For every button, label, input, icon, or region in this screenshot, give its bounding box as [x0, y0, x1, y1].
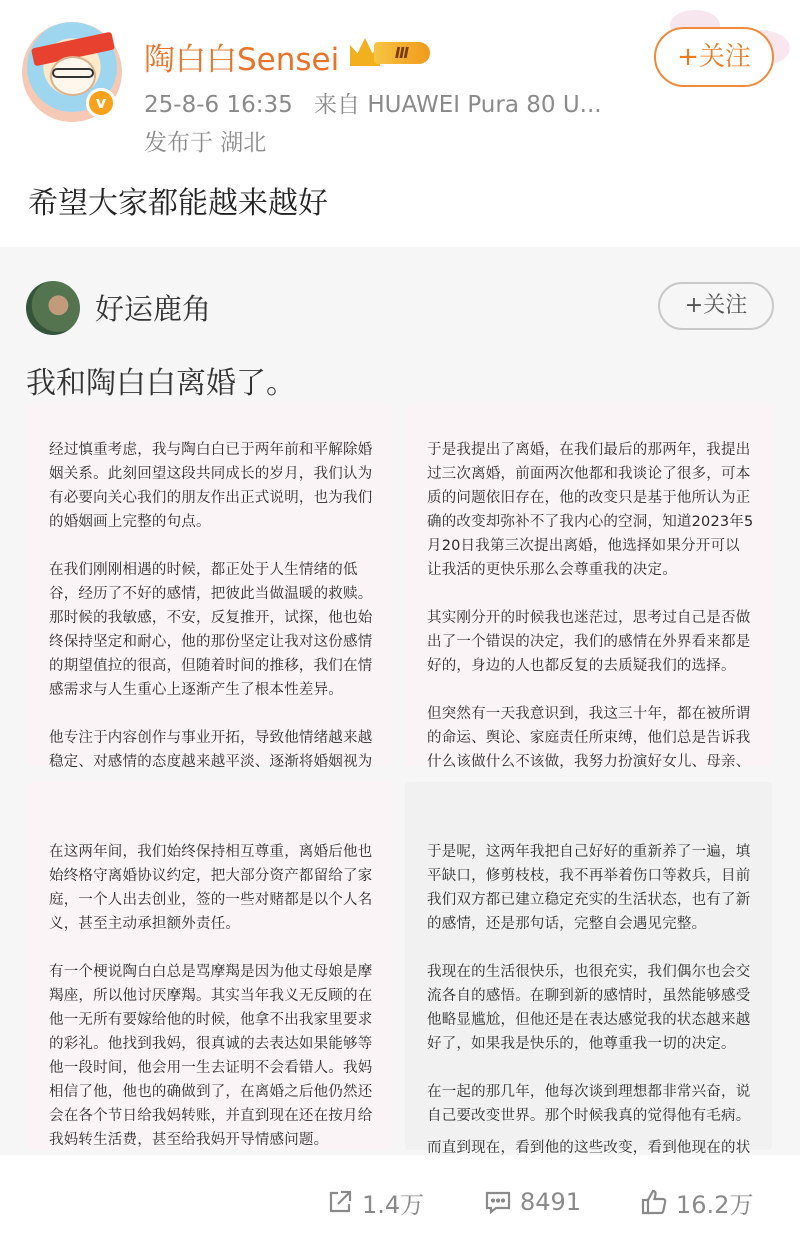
- image-paragraph: 而直到现在，看到他的这些改变，看到他现在的状: [427, 1140, 751, 1156]
- image-paragraph: 但突然有一天我意识到，我这三十年，都在被所谓的命运、舆论、家庭责任所束缚，他们总是告诉我什么该做什么不该做，我努力扮演好女儿、母亲、: [427, 706, 751, 770]
- share-button[interactable]: [326, 1182, 424, 1222]
- repost-image-3[interactable]: [27, 782, 393, 1150]
- crown-level-icon[interactable]: [350, 38, 432, 68]
- image-paragraph: 在一起的那几年，他每次谈到理想都非常兴奋，说自己要改变世界。那个时候我真的觉得他有毛病。: [427, 1084, 751, 1124]
- comment-count: 8491: [520, 1188, 582, 1216]
- post-source: 来自 HUAWEI Pura 80 U...: [314, 92, 602, 118]
- repost-follow-button[interactable]: +关注: [658, 282, 774, 330]
- post-meta: [144, 86, 616, 119]
- comment-button[interactable]: [484, 1182, 581, 1222]
- share-icon: [326, 1188, 354, 1216]
- follow-button[interactable]: +关注: [654, 27, 774, 87]
- verified-badge-icon: v: [86, 88, 116, 118]
- post-text: 希望大家都能越来越好: [28, 186, 328, 221]
- post-header: [0, 0, 800, 245]
- repost-image-1[interactable]: [27, 404, 393, 770]
- image-paragraph: 他专注于内容创作与事业开拓，导致他情绪越来越稳定、对感情的态度越来越平淡、逐渐将婚姻视为: [49, 730, 373, 770]
- repost-image-2[interactable]: [405, 404, 772, 770]
- image-paragraph: 我现在的生活很快乐，也很充实，我们偶尔也会交流各自的感悟。在聊到新的感情时，虽然能够感受他略显尴尬，但他还是在表达感觉我的状态越来越好了，如果我是快乐的，他尊重我一切的决定。: [427, 964, 751, 1052]
- image-paragraph: 在这两年间，我们始终保持相互尊重，离婚后他也始终格守离婚协议约定，把大部分资产都留给了家庭，一个人出去创业，签的一些对赌都是以个人名义，甚至主动承担额外责任。: [49, 844, 373, 932]
- post-location: 发布于 湖北: [144, 130, 267, 156]
- avatar-glasses: [52, 68, 94, 78]
- image-paragraph: 于是呢，这两年我把自己好好的重新养了一遍，填平缺口，修剪枝枝，我不再举着伤口等救兵，目前我们双方都已建立稳定充实的生活状态，也有了新的感情，还是那句话，完整自会遇见完整。: [427, 844, 751, 932]
- author-username[interactable]: 陶白白Sensei: [144, 42, 340, 78]
- image-paragraph: 其实刚分开的时候我也迷茫过，思考过自己是否做出了一个错误的决定，我们的感情在外界看来都是好的，身边的人也都反复的去质疑我们的选择。: [427, 610, 751, 674]
- repost-author-avatar[interactable]: [26, 281, 80, 335]
- image-paragraph: 经过慎重考虑，我与陶白白已于两年前和平解除婚姻关系。此刻回望这段共同成长的岁月，我们认为有必要向关心我们的朋友作出正式说明，也为我们的婚姻画上完整的句点。: [49, 442, 373, 530]
- post-time: 25-8-6 16:35: [144, 92, 293, 118]
- share-count: 1.4万: [362, 1190, 425, 1219]
- image-paragraph: 在我们刚刚相遇的时候，都正处于人生情绪的低谷，经历了不好的感情，把彼此当做温暖的救赎。那时候的我敏感，不安，反复推开，试探，他也始终保持坚定和耐心，他的那份坚定让我对这份感情的期望值拉的很高，但随着时间的推移，我们在情感需求与人生重心上逐渐产生了根本性差异。: [49, 562, 373, 698]
- image-paragraph: 有一个梗说陶白白总是骂摩羯是因为他丈母娘是摩羯座，所以他讨厌摩羯。其实当年我义无反顾的在他一无所有要嫁给他的时候，他拿不出我家里要求的彩礼。他找到我妈，很真诚的去表达如果能够等他一段时间，他会用一生去证明不会看错人。我妈相信了他，他也的确做到了，在离婚之后他仍然还会在各个节日给我妈转账，并直到现在还在按月给我妈转生活费，甚至给我妈开导情感问题。: [49, 964, 373, 1148]
- comment-icon: [484, 1188, 512, 1216]
- repost-author-username[interactable]: 好运鹿角: [95, 292, 212, 326]
- level-label: Ⅲ: [374, 42, 430, 64]
- like-button[interactable]: [640, 1182, 753, 1222]
- like-count: 16.2万: [676, 1190, 754, 1219]
- action-bar: [0, 1158, 800, 1248]
- repost-image-4[interactable]: [405, 782, 772, 1156]
- repost-text: 我和陶白白离婚了。: [26, 366, 296, 401]
- like-icon: [640, 1188, 668, 1216]
- image-paragraph: 于是我提出了离婚，在我们最后的那两年，我提出过三次离婚，前面两次他都和我谈论了很多，可本质的问题依旧存在，他的改变只是基于他所认为正确的改变却弥补不了我内心的空洞，知道2023年5月20日我第三次提出离婚，他选择如果分开可以让我活的更快乐那么会尊重我的决定。: [427, 442, 754, 578]
